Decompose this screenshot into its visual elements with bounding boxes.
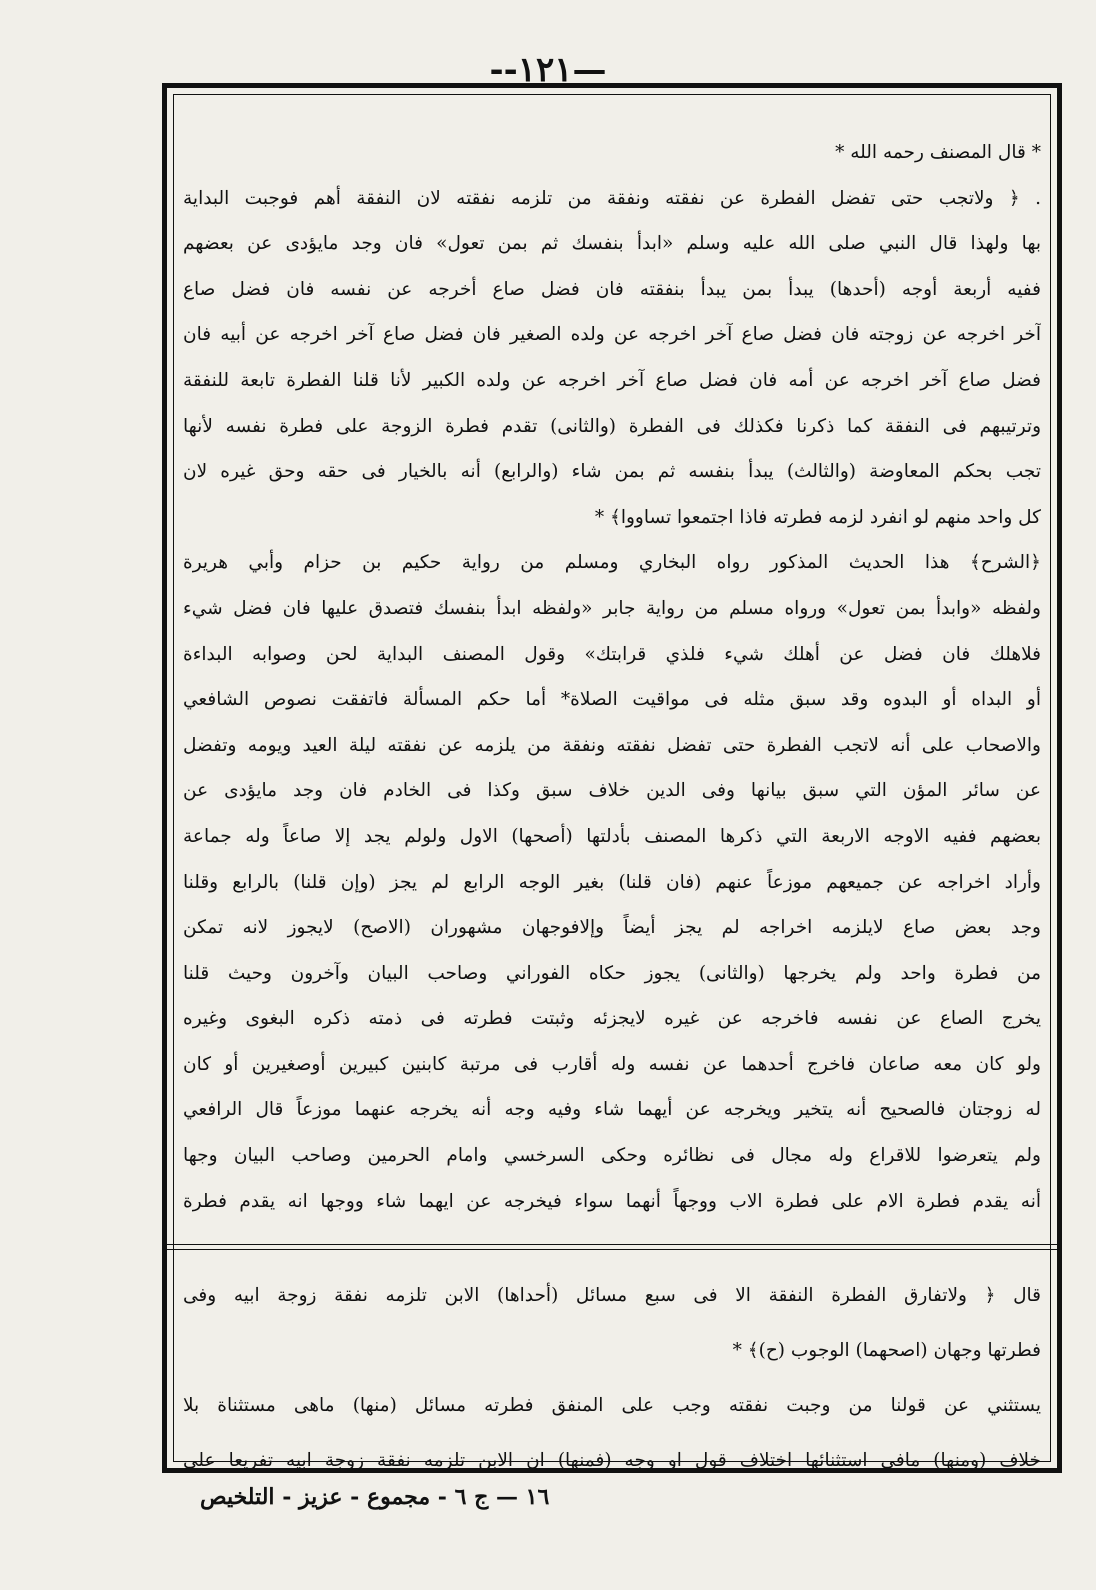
text-line: ولفظه «وابدأ بمن تعول» ورواه مسلم من رواية جابر «ولفظه ابدأ بنفسك فتصدق عليها فان فضل شيء [183, 597, 1041, 619]
text-line: بعضهم ففيه الاوجه الاربعة التي ذكرها المصنف بأدلتها (أصحها) الاول ولولم يجد إلا صاعاً وله جماعة [183, 825, 1041, 847]
text-line: يخرج الصاع عن نفسه فاخرجه عن غيره لايجزئه وثبتت فطرته فى ذمته ذكره البغوى وغيره [183, 1008, 1041, 1030]
text-line: فطرتها وجهان (اصحهما) الوجوب (ح)﴾ * [732, 1340, 1041, 1361]
text-line: ففيه أربعة أوجه (أحدها) يبدأ بمن يبدأ بنفقته فان فضل صاع أخرجه عن نفسه فان فضل صاع [183, 278, 1041, 300]
lower-text-block [183, 1268, 1041, 1488]
text-line: له زوجتان فالصحيح أنه يتخير ويخرجه عن أيهما شاء وفيه وجه أنه يخرجه عنهما موزعاً قال الرافعي [183, 1099, 1041, 1121]
text-line: من فطرة واحد ولم يخرجها (والثانى) يجوز حكاه الفوراني وصاحب البيان وآخرون وحيث قلنا [183, 962, 1041, 984]
text-line: كل واحد منهم لو انفرد لزمه فطرته فاذا اجتمعوا تساووا﴾ * [594, 506, 1041, 528]
main-text-block [183, 130, 1041, 1224]
section-divider [167, 1244, 1057, 1245]
text-line: بها ولهذا قال النبي صلى الله عليه وسلم «ابدأ بنفسك ثم بمن تعول» فان وجد مايؤدى عن بعضهم [183, 233, 1041, 255]
text-line: عن سائر المؤن التي سبق بيانها وفى الدين خلاف سبق وكذا فى الخادم فان وجد مايؤدى عن [183, 780, 1041, 802]
text-line: ولو كان معه صاعان فاخرج أحدهما عن نفسه وله أقارب فى مرتبة كابنين كبيرين أوصغيرين أو كان [183, 1053, 1041, 1075]
text-line: فضل صاع آخر اخرجه عن أمه فان فضل صاع آخر اخرجه عن ولده الكبير لأنا قلنا الفطرة تابعة للنفقة [183, 369, 1041, 391]
page-number: —١٢١-- [489, 50, 607, 90]
text-line: . ﴿ ولاتجب حتى تفضل الفطرة عن نفقته ونفقة من تلزمه نفقته لان النفقة أهم فوجبت البداية [183, 187, 1041, 209]
text-line: وجد بعض صاع لايلزمه اخراجه لم يجز أيضاً وإلافوجهان مشهوران (الاصح) لايجوز لانه تمكن [183, 917, 1041, 939]
text-line: أنه يقدم فطرة الام على فطرة الاب ووجهاً أنهما سواء فيخرجه عن ايهما شاء ووجها انه يقدم فطرة [183, 1190, 1041, 1212]
page-frame [162, 83, 1062, 1473]
text-line: آخر اخرجه عن زوجته فان فضل صاع آخر اخرجه عن ولده الصغير فان فضل صاع آخر اخرجه عن أبيه فان [183, 324, 1041, 346]
text-line: وأراد اخراجه عن جميعهم موزعاً عنهم (فان قلنا) بغير الوجه الرابع لم يجز (وإن قلنا) بالرابع وقلنا [183, 871, 1041, 893]
text-line: قال ﴿ ولاتفارق الفطرة النفقة الا فى سبع مسائل (أحداها) الابن تلزمه نفقة زوجة ابيه وفى [183, 1285, 1041, 1306]
text-line: * قال المصنف رحمه الله * [835, 142, 1041, 163]
text-line: أو البداه أو البدوه وقد سبق مثله فى مواقيت الصلاة* أما حكم المسألة فاتفقت نصوص الشافعي [183, 689, 1041, 711]
text-line: والاصحاب على أنه لاتجب الفطرة حتى تفضل نفقته ونفقة من يلزمه عن نفقته ليلة العيد ويومه وتفضل [183, 734, 1041, 756]
text-line: تجب بحكم المعاوضة (والثالث) يبدأ بنفسه ثم بمن شاء (والرابع) أنه بالخيار فى حقه وحق غيره لان [183, 461, 1041, 483]
text-line: يستثني عن قولنا من وجبت نفقته وجب على المنفق فطرته مسائل (منها) ماهى مستثناة بلا [183, 1395, 1041, 1416]
section-divider [167, 1249, 1057, 1250]
text-line: ولم يتعرضوا للاقراع وله مجال فى نظائره وحكى السرخسي وامام الحرمين وصاحب البيان وجها [183, 1145, 1041, 1167]
text-line: خلاف (ومنها) مافى استثنائها اختلاف قول او وجه (فمنها) ان الابن تلزمه نفقة زوجة ابيه تفريعا على [183, 1450, 1041, 1471]
footer-signature: ١٦ — ج ٦ - مجموع - عزيز - التلخيص [200, 1484, 550, 1510]
text-line: وترتيبهم فى النفقة كما ذكرنا فكذلك فى الفطرة (والثانى) تقدم فطرة الزوجة على فطرة نفسه لأنها [183, 415, 1041, 437]
text-line: ﴿الشرح﴾ هذا الحديث المذكور رواه البخاري ومسلم من رواية حكيم بن حزام وأبي هريرة [183, 552, 1041, 574]
text-line: فلاهلك فان فضل عن أهلك شيء فلذي قرابتك» وقول المصنف البداية لحن وصوابه البداءة [183, 643, 1041, 665]
